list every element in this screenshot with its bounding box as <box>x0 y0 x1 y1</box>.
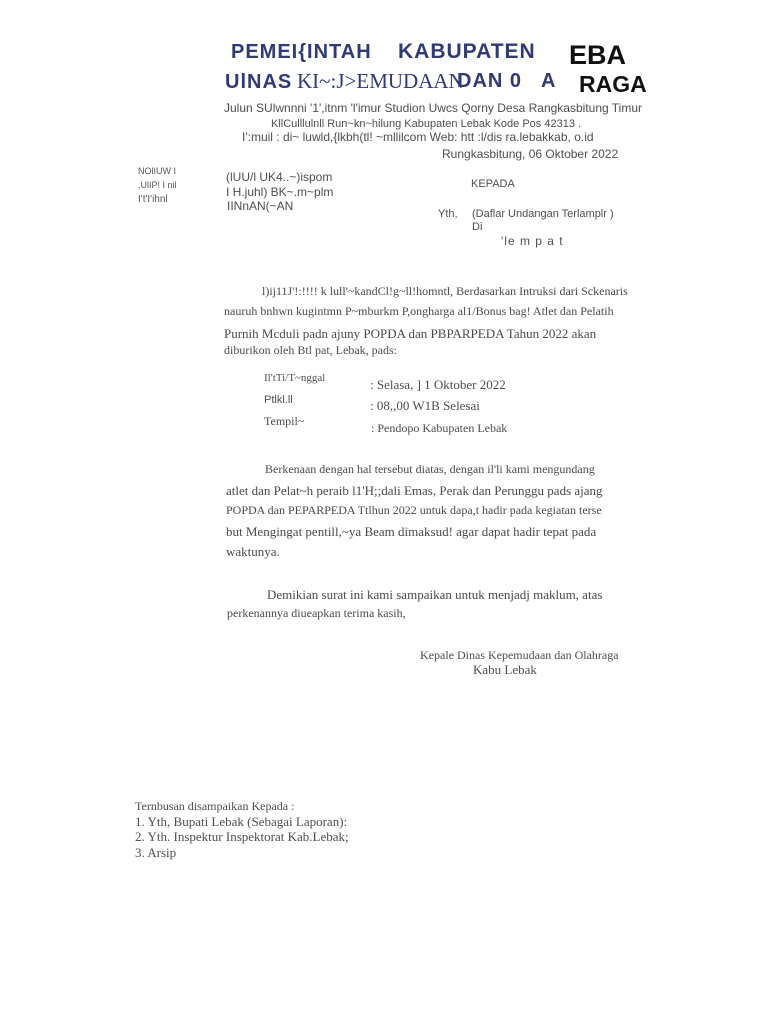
letterhead-contact: I':muil : di~ luwld,{lkbh(tl! ~mllilcom Web: htt :l/dis ra.lebakkab, o.id <box>242 130 594 144</box>
meta-label-subject: I't'I'ihnl <box>138 194 168 205</box>
paragraph-invitation-line: atlet dan Pelat~h peraib l1'H;;dali Emas, Perak dan Perunggu pads ajang <box>226 483 603 498</box>
recipient-place: 'le m p a t <box>501 234 564 248</box>
recipient-yth: Yth, <box>438 208 458 220</box>
paragraph-invitation-line: waktunya. <box>226 544 280 559</box>
carbon-copy-item: 3. Arsip <box>135 845 177 860</box>
paragraph-invitation-line: but Mengingat pentill,~ya Beam dimaksud! agar dapat hadir tepat pada <box>226 524 597 539</box>
paragraph-invitation-line: Berkenaan dengan hal tersebut diatas, dengan il'li kami mengundang <box>265 462 595 476</box>
meta-value-number: (lUU/l UK4..~)ispom <box>226 170 333 184</box>
letterhead-regency: KABUPATEN <box>398 40 536 63</box>
paragraph-intro-line: nauruh bnhwn kugintmn P~mburkm P,ongharga al1/Bonus bag! Atlet dan Pelatih <box>224 304 614 318</box>
letterhead-dinas: UlNAS <box>225 71 293 93</box>
carbon-copy-title: Ternbusan disampaikan Kepada : <box>135 799 295 813</box>
letter-date: Rungkasbitung, 06 Oktober 2022 <box>442 147 619 161</box>
paragraph-intro-line: Purnih Mcduli padn ajuny POPDA dan PBPARPEDA Tahun 2022 akan <box>224 326 597 341</box>
letterhead-dan: DAN 0 <box>457 70 523 92</box>
carbon-copy-item: 2. Yth. Inspektur Inspektorat Kab.Lebak; <box>135 829 349 844</box>
schedule-label-place: Tempil~ <box>264 414 305 428</box>
paragraph-intro-line: l)ij11J'!:!!!! k lull'~kandCl!g~ll!homntl, Berdasarkan Intruksi dari Sckenaris <box>262 284 628 298</box>
letterhead-government: PEMEI{INTAH <box>231 41 372 63</box>
recipient-list: (Daflar Undangan Terlamplr ) <box>472 208 614 220</box>
meta-label-number: NOlIUW I <box>138 166 176 176</box>
letterhead-eba: EBA <box>569 40 627 70</box>
letterhead-a: A <box>541 70 557 92</box>
signature-regency: Kabu Lebak <box>473 662 537 677</box>
paragraph-intro-line: diburikon oleh Btl pat, Lebak, pads: <box>224 343 397 357</box>
paragraph-invitation-line: POPDA dan PEPARPEDA Ttlhun 2022 untuk dapa,t hadir pada kegiatan terse <box>226 503 602 517</box>
schedule-label-time: Ptlkl.ll <box>264 394 293 406</box>
letterhead-kepemudaan: KI~:J>EMUDAAN <box>297 69 464 93</box>
meta-value-attachment: I H.juhl) BK~.m~plm <box>226 185 334 199</box>
letterhead-postal: KllCulllulnll Run~kn~hilung Kabupaten Lebak Kode Pos 42313 . <box>271 118 582 130</box>
paragraph-closing-line: perkenannya diueapkan terima kasih, <box>227 606 406 620</box>
recipient-di: Di <box>472 221 483 233</box>
schedule-value-place: : Pendopo Kabupaten Lebak <box>371 421 508 435</box>
recipient-kepada: KEPADA <box>471 178 515 190</box>
schedule-value-day: : Selasa, ] 1 Oktober 2022 <box>370 377 506 392</box>
signature-position: Kepale Dinas Kepemudaan dan Olahraga <box>420 648 619 662</box>
schedule-label-day: Il'tTi/T~nggal <box>264 372 326 384</box>
meta-value-subject: IINnAN(~AN <box>227 199 294 213</box>
meta-label-attachment: ,UlIP! I nil <box>138 180 177 190</box>
carbon-copy-item: 1. Yth, Bupati Lebak (Sebagai Laporan): <box>135 814 348 829</box>
letterhead-raga: RAGA <box>579 71 647 97</box>
paragraph-closing-line: Demikian surat ini kami sampaikan untuk menjadj maklum, atas <box>267 587 603 602</box>
letterhead-address: Julun SUlwnnni '1',itnm 'l'imur Studion Uwcs Qorny Desa Rangkasbitung Timur <box>224 101 643 115</box>
schedule-value-time: : 08,,00 W1B Selesai <box>370 398 480 413</box>
